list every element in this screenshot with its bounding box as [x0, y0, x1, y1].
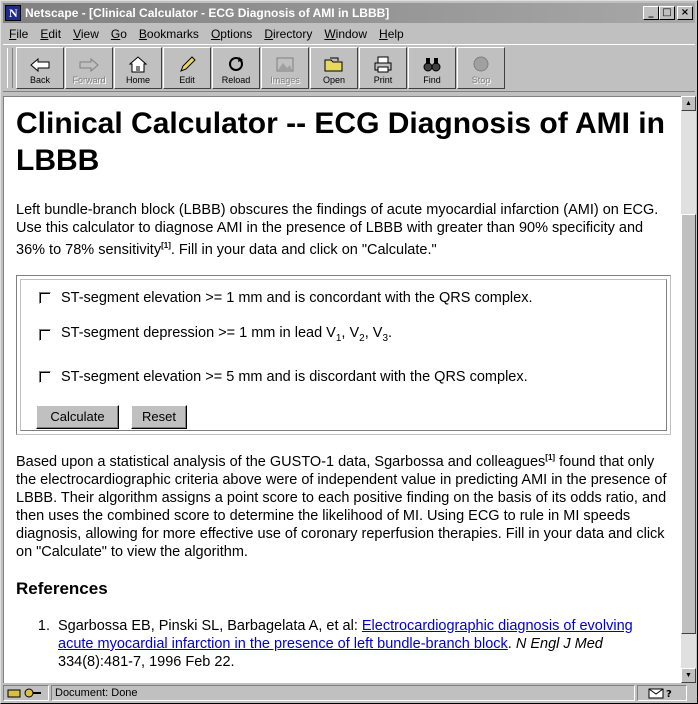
images-button[interactable]: [261, 47, 309, 89]
criterion-1-checkbox[interactable]: [39, 292, 51, 304]
print-label: Print: [373, 75, 393, 85]
reset-button[interactable]: Reset: [131, 405, 187, 429]
maximize-button[interactable]: □: [659, 6, 675, 20]
images-icon: [274, 55, 296, 73]
back-arrow-icon: [29, 57, 51, 73]
reference-authors: Sgarbossa EB, Pinski SL, Barbagelata A, et al:: [58, 617, 362, 634]
intro-text-b: . Fill in your data and click on "Calculate.": [170, 241, 437, 258]
window-title: Netscape - [Clinical Calculator - ECG Diagnosis of AMI in LBBB]: [25, 6, 390, 20]
reference-item-1: [16, 617, 668, 671]
calculate-button[interactable]: Calculate: [36, 405, 119, 429]
forward-button[interactable]: [65, 47, 113, 89]
menu-file[interactable]: File: [9, 26, 29, 41]
reload-label: Reload: [221, 75, 251, 85]
find-button[interactable]: [408, 47, 456, 89]
intro-text-a: Left bundle-branch block (LBBB) obscures the findings of acute myocardial infarction (AMI) on ECG. Use this calculator to diagnose AMI in the presence of LBBB with greater than 90% specificity and 36% to 78% sensitivity: [16, 202, 659, 258]
reload-button[interactable]: [212, 47, 260, 89]
criterion-1-label: ST-segment elevation >= 1 mm and is concordant with the QRS complex.: [61, 289, 533, 306]
status-bar: [3, 684, 695, 702]
criterion-2-checkbox[interactable]: [39, 329, 51, 341]
reference-title-link[interactable]: Electrocardiographic diagnosis of evolving acute myocardial infarction in the presence of left bundle-branch block: [58, 617, 633, 652]
toolbar-grip[interactable]: [7, 48, 13, 88]
minimize-button[interactable]: _: [643, 6, 659, 20]
home-label: Home: [125, 75, 150, 85]
reload-icon: [225, 55, 247, 73]
menu-directory[interactable]: Directory: [264, 26, 313, 41]
open-label: Open: [322, 75, 346, 85]
criterion-3-label: ST-segment elevation >= 5 mm and is discordant with the QRS complex.: [61, 368, 528, 385]
open-folder-icon: [323, 55, 345, 73]
page-title: Clinical Calculator -- ECG Diagnosis of AMI in LBBB: [16, 107, 665, 177]
stop-icon: [470, 55, 492, 73]
title-bar[interactable]: [3, 3, 695, 23]
close-button[interactable]: ×: [677, 6, 693, 20]
menu-go[interactable]: Go: [110, 26, 127, 41]
scroll-thumb[interactable]: [681, 214, 696, 634]
menu-edit[interactable]: Edit: [40, 26, 62, 41]
stop-button[interactable]: [457, 47, 505, 89]
references-heading: References: [16, 578, 108, 598]
criterion-2-text: ST-segment depression >= 1 mm in lead V: [61, 325, 336, 342]
calculator-form: [16, 275, 671, 435]
criterion-3-checkbox[interactable]: [39, 371, 51, 383]
criterion-row-2: [39, 325, 392, 345]
menu-help[interactable]: Help: [379, 26, 404, 41]
page-content[interactable]: [3, 96, 681, 683]
intro-citation[interactable]: [1]: [161, 241, 171, 250]
scroll-up-button[interactable]: ▲: [681, 96, 696, 111]
reference-citation: 334(8):481-7, 1996 Feb 22.: [58, 653, 235, 670]
home-button[interactable]: [114, 47, 162, 89]
back-label: Back: [29, 75, 50, 85]
reference-text: [58, 617, 668, 671]
menu-view[interactable]: View: [73, 26, 99, 41]
navigation-toolbar: [3, 44, 695, 92]
pencil-icon: [176, 55, 198, 73]
body-citation[interactable]: [1]: [545, 452, 556, 462]
svg-text:?: ?: [666, 689, 672, 699]
lead-v1-subscript: 1: [335, 333, 342, 345]
edit-button[interactable]: [163, 47, 211, 89]
intro-paragraph: [16, 201, 668, 259]
body-text-a: Based upon a statistical analysis of the GUSTO-1 data, Sgarbossa and colleagues: [16, 453, 546, 470]
status-text: Document: Done: [51, 685, 635, 701]
open-button[interactable]: [310, 47, 358, 89]
explanation-paragraph: [16, 449, 668, 561]
reference-journal: N Engl J Med: [515, 635, 603, 652]
security-key-icon[interactable]: [3, 685, 49, 701]
menu-bookmarks[interactable]: Bookmarks: [138, 26, 199, 41]
body-text-b: found that only the electrocardiographic criteria above were of independent value in predicting AMI in the presence of LBBB. Their algorithm assigns a point score to each positive finding on the basis of its odds ratio, and then uses the combined score to determine the likelihood of MI. Using ECG to rule in MI speeds diagnosis, allowing for more effective use of coronary reperfusion therapies. Fill in your data and click on "Calculate" to view the algorithm.: [16, 453, 667, 560]
printer-icon: [372, 55, 394, 73]
criterion-2-label: ST-segment depression >= 1 mm in lead $V_1$, $V_2$, $V_3$.: [61, 325, 393, 345]
vertical-scrollbar[interactable]: [681, 96, 696, 683]
menu-bar: [3, 24, 695, 43]
edit-label: Edit: [179, 75, 195, 85]
criterion-row-1: [39, 288, 532, 308]
images-label: Images: [270, 75, 300, 85]
stop-label: Stop: [471, 75, 491, 85]
back-button[interactable]: [16, 47, 64, 89]
menu-options[interactable]: Options: [210, 26, 253, 41]
reference-dot: .: [507, 635, 516, 652]
netscape-logo-icon: [5, 5, 21, 21]
find-label: Find: [423, 75, 441, 85]
reference-number: 1.: [37, 617, 50, 634]
forward-label: Forward: [72, 75, 106, 85]
lead-v2-subscript: 2: [359, 333, 365, 345]
home-icon: [127, 55, 149, 73]
menu-window[interactable]: Window: [324, 26, 368, 41]
criterion-row-3: [39, 367, 528, 387]
scroll-down-button[interactable]: ▼: [681, 668, 696, 683]
print-button[interactable]: [359, 47, 407, 89]
binoculars-icon: [421, 55, 443, 73]
mail-icon[interactable]: [637, 685, 687, 701]
forward-arrow-icon: [78, 57, 100, 73]
lead-v3-subscript: 3: [382, 333, 388, 345]
